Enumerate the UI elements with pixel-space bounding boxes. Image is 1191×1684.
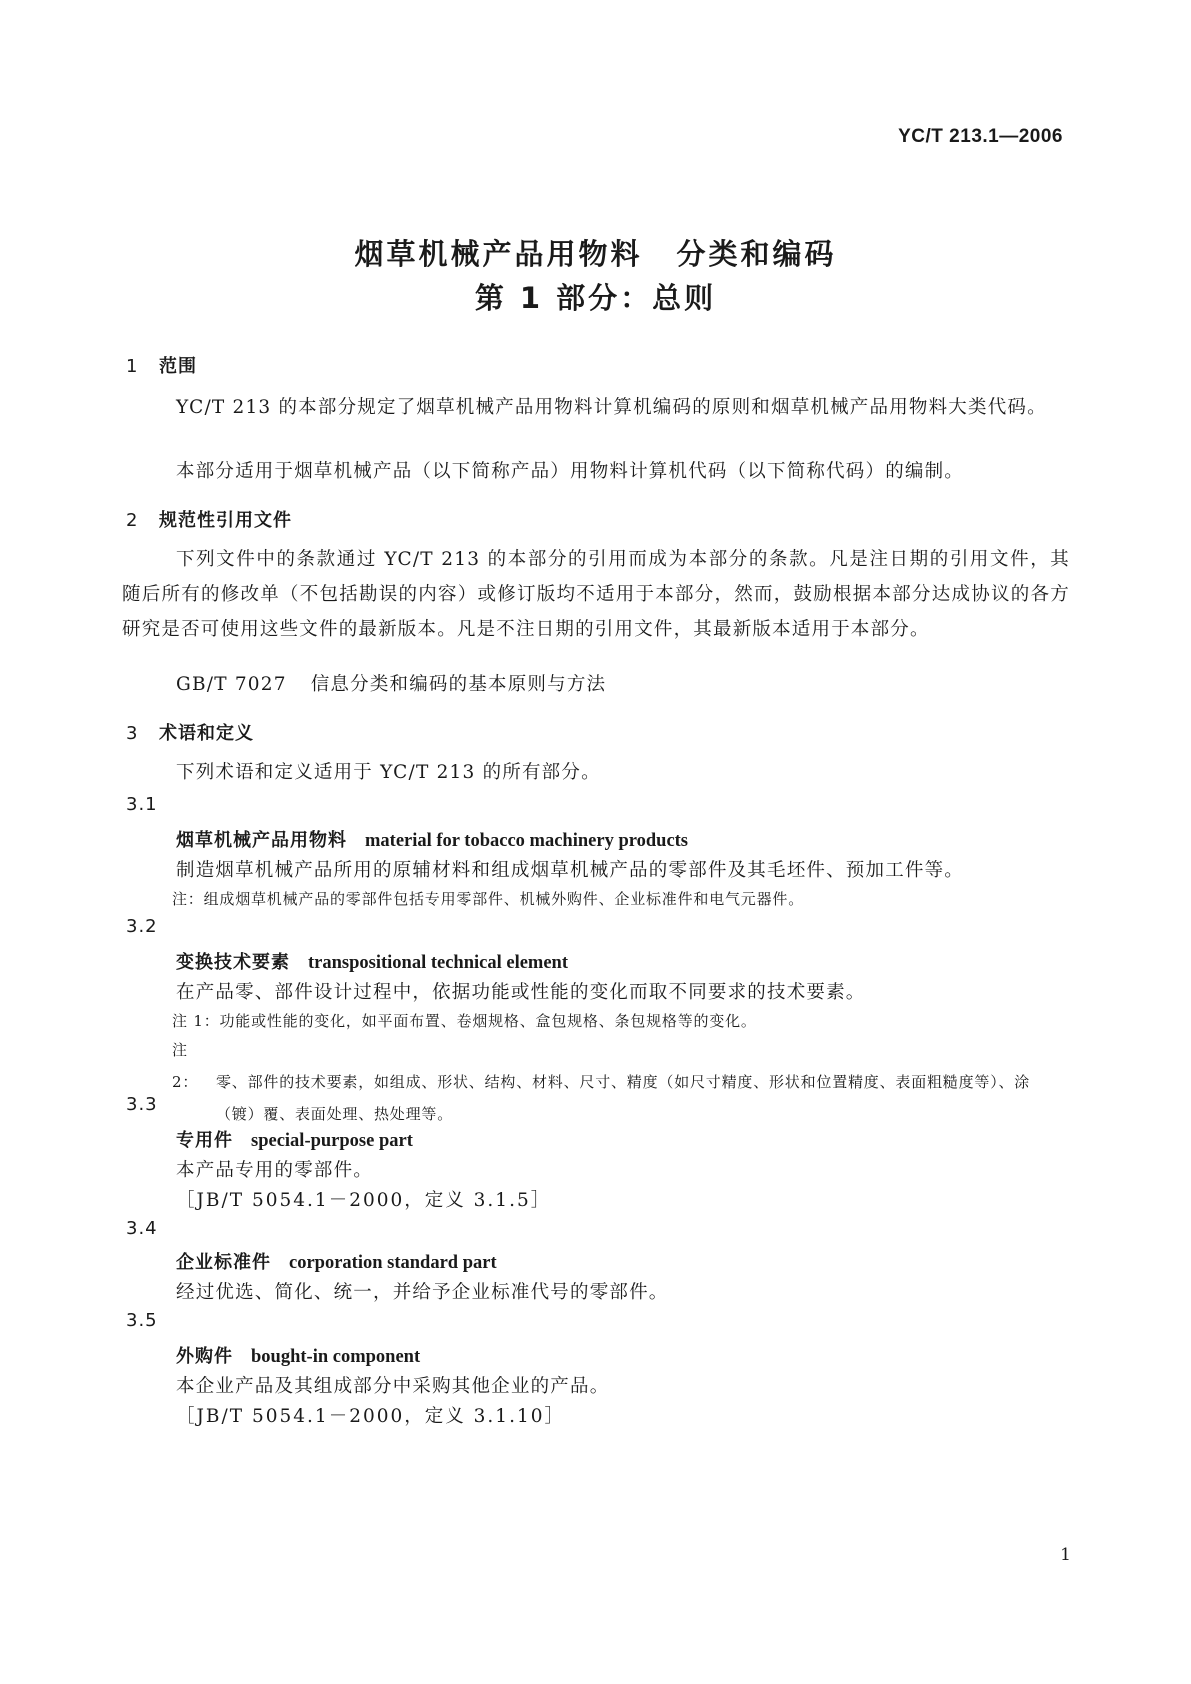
term-note-2 <box>172 1034 1072 1130</box>
term-en: transpositional technical element <box>308 953 569 973</box>
section-1-heading <box>126 352 197 378</box>
term-definition: 本产品专用的零部件。 <box>176 1160 374 1181</box>
section-number: 2 <box>126 510 139 531</box>
term-entry <box>176 1126 413 1152</box>
term-entry <box>176 1342 420 1368</box>
term-source: ［JB/T 5054.1－2000，定义 3.1.5］ <box>176 1190 552 1211</box>
term-number: 3.4 <box>126 1218 158 1239</box>
note-label: 注 2： <box>172 1041 199 1091</box>
section-title: 范围 <box>159 356 197 377</box>
note-line-2: （镀）覆、表面处理、热处理等。 <box>216 1105 454 1123</box>
term-definition: 在产品零、部件设计过程中，依据功能或性能的变化而取不同要求的技术要素。 <box>176 982 866 1003</box>
section-1-paragraph-1: YC/T 213 的本部分规定了烟草机械产品用物料计算机编码的原则和烟草机械产品用物料大类代码。 <box>176 397 1047 418</box>
normative-reference <box>176 670 606 696</box>
term-zh: 专用件 <box>176 1130 233 1151</box>
document-subtitle: 第 1 部分：总则 <box>474 281 717 315</box>
document-title <box>0 232 1191 273</box>
term-en: bought-in component <box>251 1347 421 1367</box>
term-en: special-purpose part <box>251 1131 413 1151</box>
title-part-b: 分类和编码 <box>676 237 837 271</box>
term-zh: 烟草机械产品用物料 <box>176 830 347 851</box>
note-line-1: 零、部件的技术要素，如组成、形状、结构、材料、尺寸、精度（如尺寸精度、形状和位置精度、表面粗糙度等）、涂 <box>216 1073 1031 1091</box>
term-entry <box>176 948 568 974</box>
section-number: 3 <box>126 723 139 744</box>
section-2-paragraph-1: 下列文件中的条款通过 YC/T 213 的本部分的引用而成为本部分的条款。凡是注日期的引用文件，其随后所有的修改单（不包括勘误的内容）或修订版均不适用于本部分，然而，鼓励根据本部分达成协议的各方研究是否可使用这些文件的最新版本。凡是不注日期的引用文件，其最新版本适用于本部分。 <box>122 549 1070 640</box>
term-note-1: 注 1：功能或性能的变化，如平面布置、卷烟规格、盒包规格、条包规格等的变化。 <box>172 1012 757 1030</box>
section-3-intro: 下列术语和定义适用于 YC/T 213 的所有部分。 <box>176 762 601 783</box>
section-title: 规范性引用文件 <box>159 510 292 531</box>
term-number: 3.1 <box>126 794 158 815</box>
standard-number: YC/T 213.1—2006 <box>898 126 1063 147</box>
section-title: 术语和定义 <box>159 723 254 744</box>
term-zh: 变换技术要素 <box>176 952 290 973</box>
section-1-paragraph-2: 本部分适用于烟草机械产品（以下简称产品）用物料计算机代码（以下简称代码）的编制。 <box>176 461 965 482</box>
title-part-a: 烟草机械产品用物料 <box>354 237 643 271</box>
term-definition: 经过优选、简化、统一，并给予企业标准代号的零部件。 <box>176 1282 669 1303</box>
term-source: ［JB/T 5054.1－2000，定义 3.1.10］ <box>176 1406 566 1427</box>
reference-title: 信息分类和编码的基本原则与方法 <box>310 674 607 695</box>
term-zh: 企业标准件 <box>176 1252 271 1273</box>
term-number: 3.3 <box>126 1094 158 1115</box>
section-3-heading <box>126 719 254 745</box>
term-en: material for tobacco machinery products <box>365 831 689 851</box>
term-definition: 制造烟草机械产品所用的原辅材料和组成烟草机械产品的零部件及其毛坯件、预加工件等。 <box>176 860 965 881</box>
section-number: 1 <box>126 356 139 377</box>
term-zh: 外购件 <box>176 1346 233 1367</box>
term-number: 3.2 <box>126 916 158 937</box>
term-entry <box>176 1248 497 1274</box>
term-number: 3.5 <box>126 1310 158 1331</box>
term-en: corporation standard part <box>289 1253 497 1273</box>
term-definition: 本企业产品及其组成部分中采购其他企业的产品。 <box>176 1376 610 1397</box>
page-number: 1 <box>1060 1545 1071 1565</box>
term-note: 注：组成烟草机械产品的零部件包括专用零部件、机械外购件、企业标准件和电气元器件。 <box>172 890 805 908</box>
section-2-heading <box>126 506 292 532</box>
reference-code: GB/T 7027 <box>176 674 287 695</box>
term-entry <box>176 826 688 852</box>
